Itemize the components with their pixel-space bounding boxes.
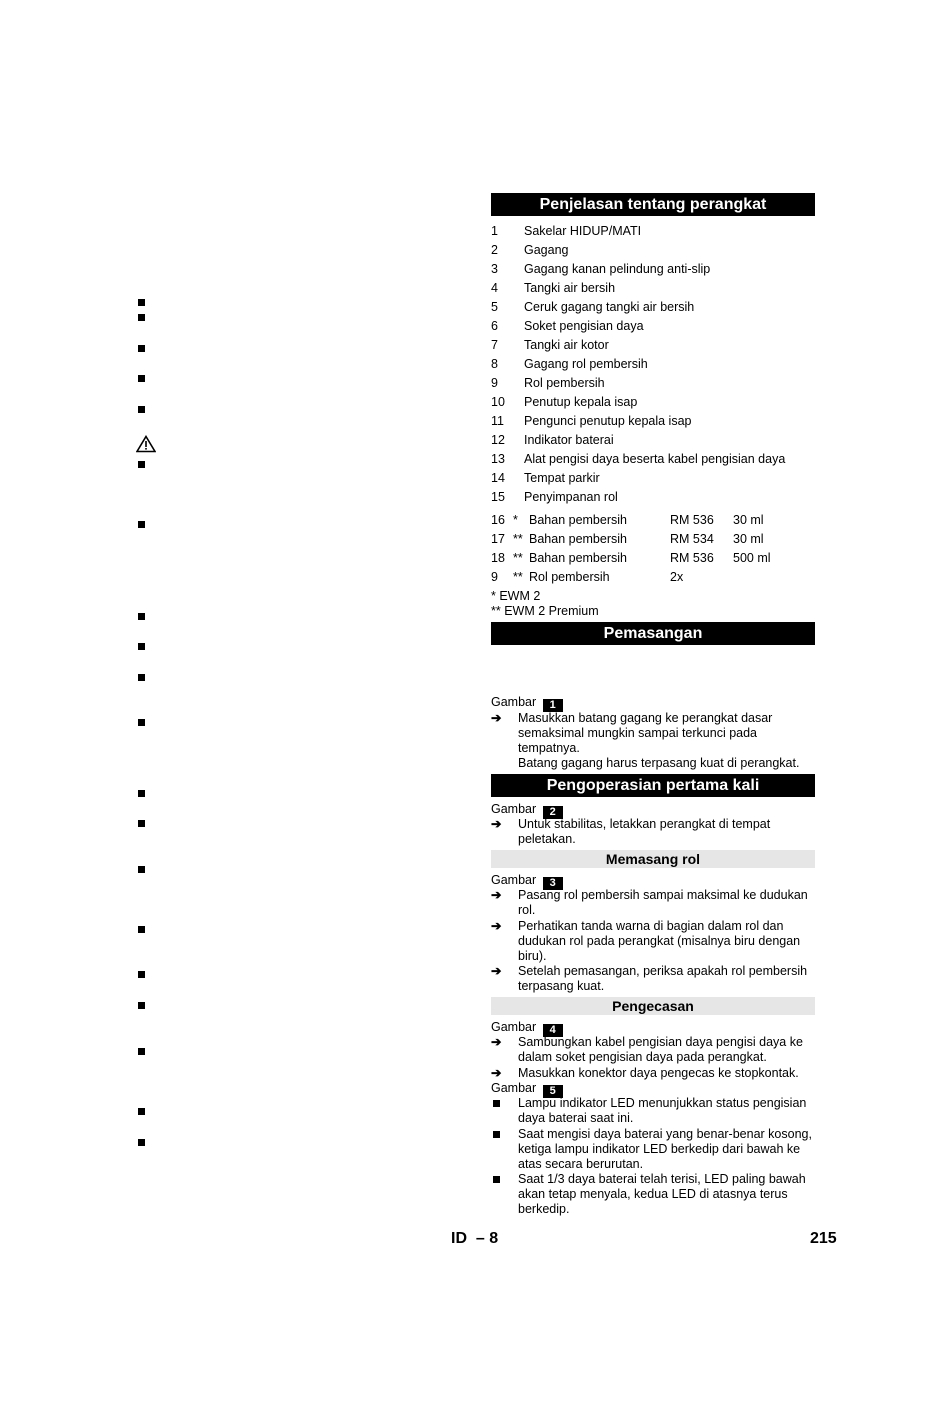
figure-number-badge: 1 [543, 699, 563, 712]
bullet-square [138, 820, 145, 827]
bullet-square [138, 375, 145, 382]
subsection-heading-roller: Memasang rol [491, 850, 815, 868]
bullet-square [138, 1108, 145, 1115]
arrow-icon: ➔ [491, 888, 502, 902]
page-number: 215 [810, 1230, 837, 1247]
figure-ref: Gambar 4 [491, 1020, 563, 1035]
instruction-step: ➔ Setelah pemasangan, periksa apakah rol pembersih terpasang kuat. [491, 964, 808, 993]
bullet-square [138, 406, 145, 413]
subsection-heading-charging: Pengecasan [491, 997, 815, 1015]
figure-ref: Gambar 1 [491, 695, 563, 710]
arrow-icon: ➔ [491, 919, 502, 933]
bullet-square [138, 674, 145, 681]
bullet-square [138, 1139, 145, 1146]
figure-number-badge: 3 [543, 877, 563, 890]
instruction-step: ➔ Masukkan batang gagang ke perangkat dasar semaksimal mungkin sampai terkunci pada tempatnya. Batang gagang harus terpasang kuat di perangkat. [491, 711, 800, 770]
bullet-square [138, 1002, 145, 1009]
instruction-step: ➔ Pasang rol pembersih sampai maksimal ke dudukan rol. [491, 888, 808, 917]
bullet-square [138, 926, 145, 933]
bullet-square [138, 299, 145, 306]
bullet-square [138, 971, 145, 978]
figure-number-badge: 5 [543, 1085, 563, 1098]
figure-number-badge: 2 [543, 806, 563, 819]
arrow-icon: ➔ [491, 1066, 502, 1080]
bullet-square [493, 1100, 500, 1107]
bullet-square [493, 1131, 500, 1138]
bullet-square [493, 1176, 500, 1183]
figure-number-badge: 4 [543, 1024, 563, 1037]
warning-icon [136, 435, 156, 453]
arrow-icon: ➔ [491, 711, 502, 725]
arrow-icon: ➔ [491, 964, 502, 978]
figure-ref: Gambar 2 [491, 802, 563, 817]
figure-ref: Gambar 5 [491, 1081, 563, 1096]
instruction-step: ➔ Masukkan konektor daya pengecas ke stopkontak. [491, 1066, 799, 1080]
bullet-item: Saat mengisi daya baterai yang benar-benar kosong, ketiga lampu indikator LED berkedip dari bawah ke atas secara berurutan. [491, 1127, 817, 1172]
instruction-step: ➔ Untuk stabilitas, letakkan perangkat di tempat peletakan. [491, 817, 771, 846]
bullet-square [138, 521, 145, 528]
bullet-square [138, 613, 145, 620]
bullet-square [138, 461, 145, 468]
bullet-square [138, 643, 145, 650]
arrow-icon: ➔ [491, 817, 502, 831]
arrow-icon: ➔ [491, 1035, 502, 1049]
bullet-item: Lampu indikator LED menunjukkan status pengisian daya baterai saat ini. [491, 1096, 817, 1126]
footer-language-page: ID – 8 [451, 1230, 499, 1247]
instruction-step: ➔ Sambungkan kabel pengisian daya pengisi daya ke dalam soket pengisian daya pada perangkat. [491, 1035, 803, 1064]
section-heading-device: Penjelasan tentang perangkat [491, 193, 815, 216]
footnote: ** EWM 2 Premium [491, 604, 599, 618]
figure-ref: Gambar 3 [491, 873, 563, 888]
bullet-square [138, 790, 145, 797]
bullet-square [138, 719, 145, 726]
bullet-square [138, 345, 145, 352]
section-heading-first-operation: Pengoperasian pertama kali [491, 774, 815, 797]
footnote: * EWM 2 [491, 589, 541, 603]
section-heading-installation: Pemasangan [491, 622, 815, 645]
bullet-square [138, 866, 145, 873]
bullet-item: Saat 1/3 daya baterai telah terisi, LED paling bawah akan tetap menyala, kedua LED di atasnya terus berkedip. [491, 1172, 817, 1217]
bullet-square [138, 1048, 145, 1055]
instruction-step: ➔ Perhatikan tanda warna di bagian dalam rol dan dudukan rol pada perangkat (misalnya biru dengan biru). [491, 919, 801, 963]
bullet-square [138, 314, 145, 321]
